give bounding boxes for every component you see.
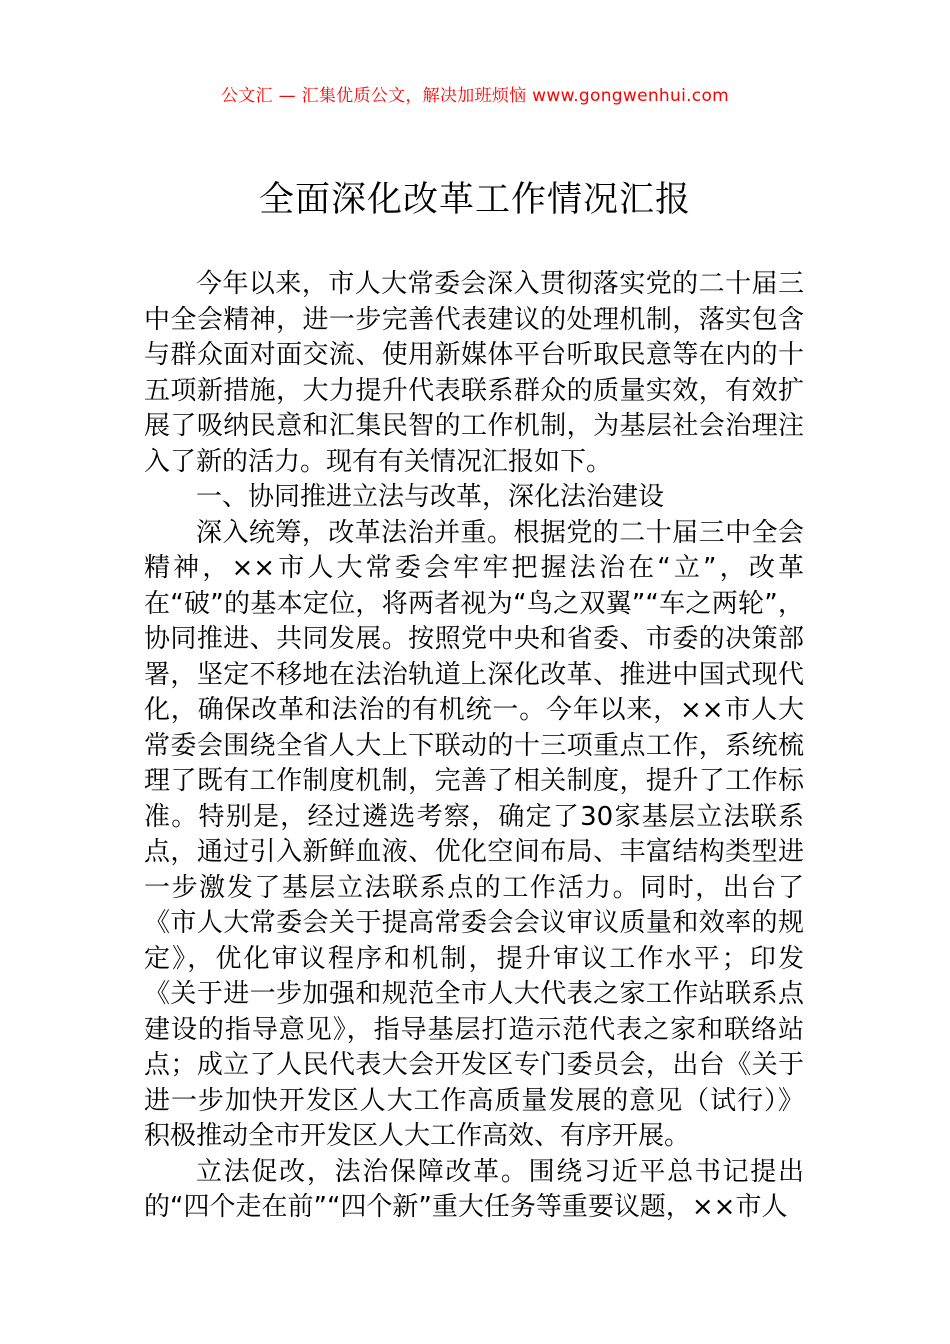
intro-paragraph: 今年以来，市人大常委会深入贯彻落实党的二十届三中全会精神，进一步完善代表建议的处理机制，落实包含与群众面对面交流、使用新媒体平台听取民意等在内的十五项新措施，大力提升代表联系群众的质量实效，有效扩展了吸纳民意和汇集民智的工作机制，为基层社会治理注入了新的活力。现有有关情况汇报如下。 <box>144 269 804 477</box>
document-title: 全面深化改革工作情况汇报 <box>258 180 691 220</box>
document-body <box>144 267 804 1226</box>
body-paragraph: 深入统筹，改革法治并重。根据党的二十届三中全会精神，××市人大常委会牢牢把握法治在“立”，改革在“破”的基本定位，将两者视为“鸟之双翼”“车之两轮”，协同推进、共同发展。按照党中央和省委、市委的决策部署，坚定不移地在法治轨道上深化改革、推进中国式现代化，确保改革和法治的有机统一。今年以来，××市人大常委会围绕全省人大上下联动的十三项重点工作，系统梳理了既有工作制度机制，完善了相关制度，提升了工作标准。特别是，经过遴选考察，确定了30家基层立法联系点，通过引入新鲜血液、优化空间布局、丰富结构类型进一步激发了基层立法联系点的工作活力。同时，出台了《市人大常委会关于提高常委会会议审议质量和效率的规定》，优化审议程序和机制，提升审议工作水平；印发《关于进一步加强和规范全市人大代表之家工作站联系点建设的指导意见》，指导基层打造示范代表之家和联络站点；成立了人民代表大会开发区专门委员会，出台《关于进一步加快开发区人大工作高质量发展的意见（试行）》积极推动全市开发区人大工作高效、有序开展。 <box>144 517 804 1151</box>
watermark-header: 公文汇 — 汇集优质公文，解决加班烦恼 www.gongwenhui.com <box>220 86 730 106</box>
section-heading: 一、协同推进立法与改革，深化法治建设 <box>196 482 665 512</box>
body-paragraph: 立法促改，法治保障改革。围绕习近平总书记提出的“四个走在前”“四个新”重大任务等重要议题，××市人 <box>144 1156 804 1222</box>
